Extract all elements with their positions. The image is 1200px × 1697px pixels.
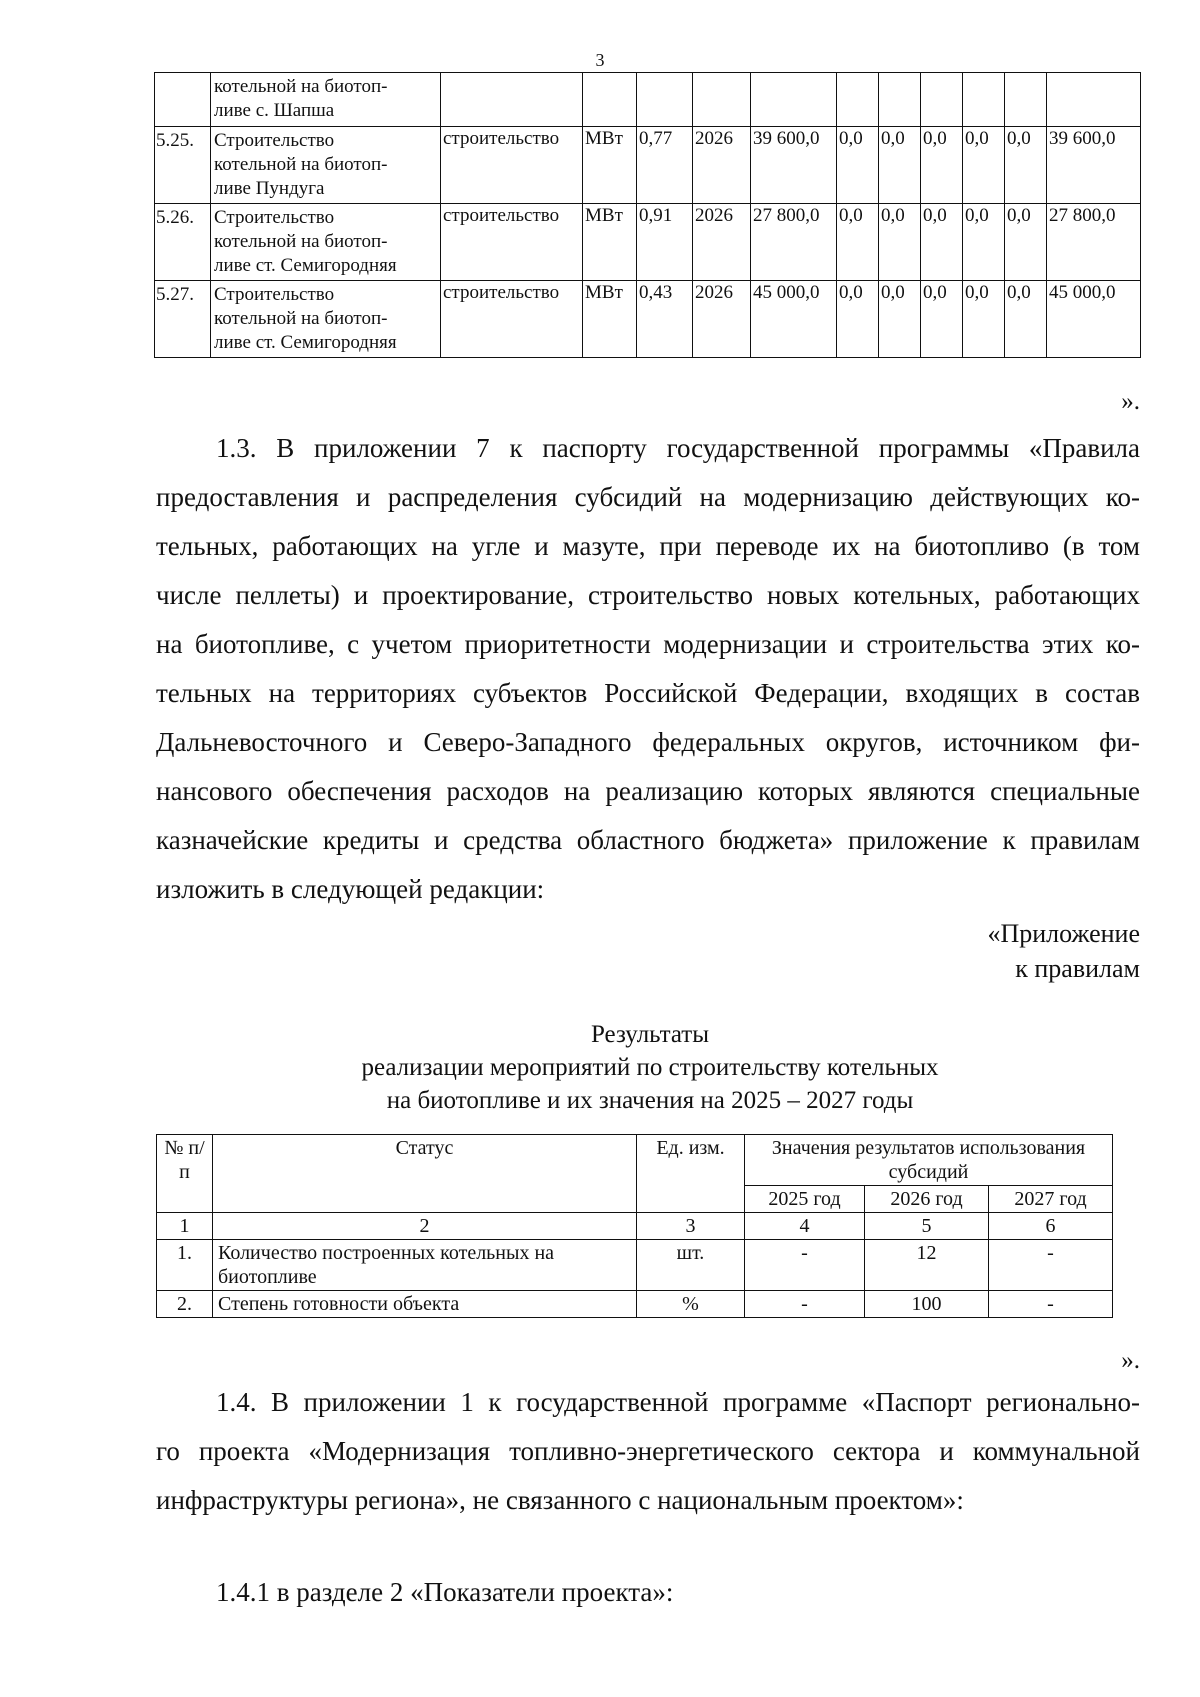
paragraph-line: 1.3. В приложении 7 к паспорту государственной программы «Правила [216,433,1140,463]
paragraph-line: тельных на территориях субъектов Российской Федерации, входящих в состав [156,678,1140,708]
row-num [155,73,211,127]
cell-total [751,73,837,127]
row-name-line: Строительство [214,130,335,151]
row-status [213,1291,637,1318]
cell-v5: 0,0 [1005,127,1047,204]
row-value-2027: - [989,1291,1113,1318]
paragraph-line: предоставления и распределения субсидий на модернизацию действующих ко- [156,482,1140,512]
row-value-2026: 12 [865,1240,989,1291]
row-status [213,1240,637,1291]
cell-v4 [963,73,1005,127]
paragraph-line: числе пеллеты) и проектирование, строительство новых котельных, работающих [156,580,1140,610]
paragraph-line: 1.4. В приложении 1 к государственной программе «Паспорт регионально- [216,1387,1140,1417]
cell-v3 [921,73,963,127]
cell-v3: 0,0 [921,204,963,281]
cell-sum: 45 000,0 [1047,281,1141,358]
cell-unit: МВт [583,204,637,281]
cell-unit: МВт [583,127,637,204]
cell-kind: строительство [441,127,583,204]
cell-year: 2026 [693,204,751,281]
cell-v2 [879,73,921,127]
cell-unit [583,73,637,127]
header-num: № п/п [157,1135,213,1213]
row-status-line: Степень готовности объекта [218,1293,460,1315]
cell-power [637,73,693,127]
cell-kind: строительство [441,204,583,281]
cell-v1: 0,0 [837,204,879,281]
cell-v2: 0,0 [879,281,921,358]
cell-v2: 0,0 [879,204,921,281]
row-name [211,127,441,204]
page-number: 3 [595,50,605,70]
row-num: 2. [157,1291,213,1318]
paragraph-line: нансового обеспечения расходов на реализацию которых являются специальные [156,776,1140,806]
cell-v5: 0,0 [1005,281,1047,358]
cell-v3: 0,0 [921,281,963,358]
cell-year: 2026 [693,127,751,204]
table-row [157,1240,1113,1291]
row-name-line: Строительство [214,207,335,228]
row-num: 1. [157,1240,213,1291]
row-name [211,281,441,358]
row-name-line: ливе ст. Семигородняя [214,255,397,276]
header-status: Статус [213,1135,637,1213]
header-values: Значения результатов использования субсидий [745,1135,1113,1186]
closing-quote-2: ». [1121,1347,1140,1374]
paragraph-line: казначейские кредиты и средства областного бюджета» приложение к правилам [156,825,1140,855]
results-title-line: реализации мероприятий по строительству котельных [361,1054,939,1081]
costs-table [154,72,1141,358]
paragraph-1-4 [156,1378,1140,1525]
row-name-line: ливе с. Шапша [214,100,335,121]
row-value-2027: - [989,1240,1113,1291]
paragraph-line: на биотопливе, с учетом приоритетности модернизации и строительства этих ко- [156,629,1140,659]
row-name [211,204,441,281]
column-number: 6 [989,1213,1113,1240]
cell-v1: 0,0 [837,281,879,358]
results-table [156,1134,1113,1318]
cell-v3: 0,0 [921,127,963,204]
header-year: 2025 год [745,1186,865,1213]
appendix-label-line: к правилам [1015,954,1140,983]
column-number: 3 [637,1213,745,1240]
cell-year: 2026 [693,281,751,358]
table-row [157,1291,1113,1318]
table-row [155,73,1141,127]
table-row [155,127,1141,204]
table-row [155,204,1141,281]
cell-sum: 27 800,0 [1047,204,1141,281]
results-title-line: на биотопливе и их значения на 2025 – 2027 годы [386,1087,914,1114]
row-unit: шт. [637,1240,745,1291]
cell-sum: 39 600,0 [1047,127,1141,204]
paragraph-line: инфраструктуры региона», не связанного с национальным проектом»: [156,1485,964,1515]
cell-sum [1047,73,1141,127]
column-number: 4 [745,1213,865,1240]
cell-total: 27 800,0 [751,204,837,281]
column-number: 2 [213,1213,637,1240]
cell-power: 0,43 [637,281,693,358]
paragraph-line: изложить в следующей редакции: [156,874,545,904]
results-title [0,1018,1200,1117]
cell-v5 [1005,73,1047,127]
row-name [211,73,441,127]
cell-v1 [837,73,879,127]
paragraph-line: Дальневосточного и Северо-Западного федеральных округов, источником фи- [156,727,1140,757]
cell-power: 0,91 [637,204,693,281]
row-name-line: котельной на биотоп- [214,231,388,252]
paragraph-1-4-1 [156,1568,1140,1617]
row-value-2026: 100 [865,1291,989,1318]
row-name-line: ливе ст. Семигородняя [214,332,397,353]
cell-v4: 0,0 [963,127,1005,204]
header-unit: Ед. изм. [637,1135,745,1213]
row-name-line: ливе Пундуга [214,178,325,199]
header-year: 2026 год [865,1186,989,1213]
cell-total: 45 000,0 [751,281,837,358]
paragraph-line: тельных, работающих на угле и мазуте, при переводе их на биотопливо (в том [156,531,1140,561]
cell-v4: 0,0 [963,204,1005,281]
closing-quote: ». [1121,388,1140,415]
row-value-2025: - [745,1291,865,1318]
cell-v2: 0,0 [879,127,921,204]
row-status-line: биотопливе [218,1266,317,1288]
row-value-2025: - [745,1240,865,1291]
cell-year [693,73,751,127]
cell-total: 39 600,0 [751,127,837,204]
cell-kind [441,73,583,127]
column-number: 5 [865,1213,989,1240]
results-title-line: Результаты [590,1021,710,1048]
cell-kind: строительство [441,281,583,358]
paragraph-1-3 [156,424,1140,914]
row-name-line: котельной на биотоп- [214,76,388,97]
row-name-line: котельной на биотоп- [214,308,388,329]
cell-v5: 0,0 [1005,204,1047,281]
row-name-line: котельной на биотоп- [214,154,388,175]
cell-unit: МВт [583,281,637,358]
row-num: 5.27. [155,281,211,358]
cell-v4: 0,0 [963,281,1005,358]
appendix-label-line: «Приложение [987,919,1140,948]
table-row [155,281,1141,358]
row-num: 5.25. [155,127,211,204]
row-num: 5.26. [155,204,211,281]
cell-v1: 0,0 [837,127,879,204]
header-year: 2027 год [989,1186,1113,1213]
appendix-label [987,916,1140,986]
paragraph-line: го проекта «Модернизация топливно-энергетического сектора и коммунальной [156,1436,1140,1466]
column-number: 1 [157,1213,213,1240]
row-name-line: Строительство [214,284,335,305]
row-unit: % [637,1291,745,1318]
paragraph-line: 1.4.1 в разделе 2 «Показатели проекта»: [216,1577,674,1607]
cell-power: 0,77 [637,127,693,204]
row-status-line: Количество построенных котельных на [218,1242,555,1264]
